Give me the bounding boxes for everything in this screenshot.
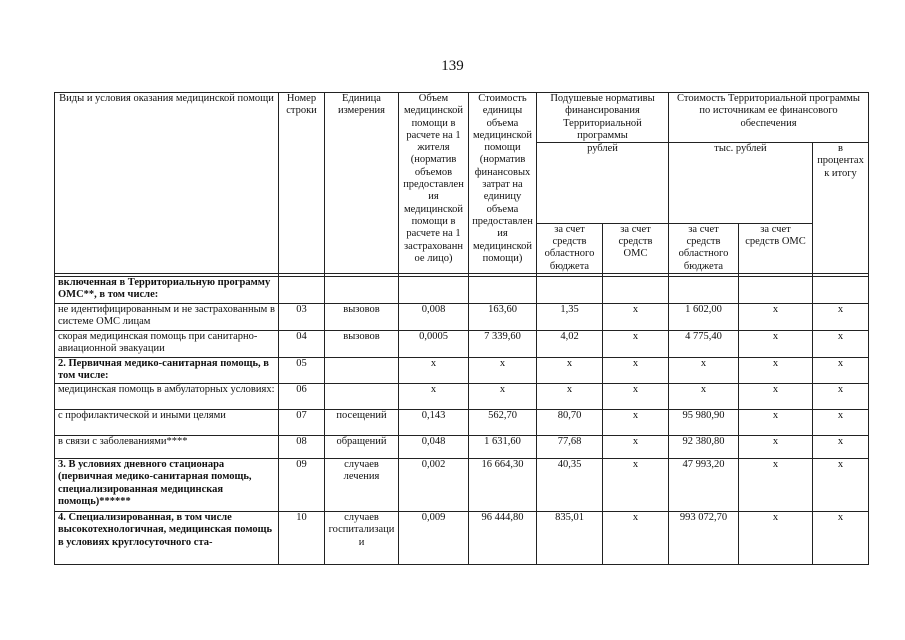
row-volume-cell: 0,002 [399,459,469,512]
row-unit-cell: случаев госпитализации [325,512,399,565]
row-volume-cell: х [399,358,469,384]
row-number-cell [279,277,325,304]
row-unit-cell: вызовов [325,304,399,331]
table-row [55,410,869,436]
row-total-oms-cell: х [739,331,813,358]
header-kind-cell: Виды и условия оказания медицинской помощи [55,93,279,274]
row-percent-cell: х [813,331,869,358]
row-percent-cell: х [813,459,869,512]
header-volume-cell: Объем медицинской помощи в расчете на 1 жителя (норматив объемов предоставления медицинской помощи в расчете на 1 застрахованное лицо) [399,93,469,274]
row-per-capita-regional-cell: 1,35 [537,304,603,331]
row-number-cell: 09 [279,459,325,512]
row-per-capita-oms-cell: х [603,304,669,331]
row-total-oms-cell: х [739,436,813,459]
row-total-regional-cell: х [669,384,739,410]
header-cost-regional: за счет средств областного бюджета [669,223,739,273]
header-per-capita-regional: за счет средств областного бюджета [537,223,603,273]
row-number-cell: 08 [279,436,325,459]
row-per-capita-oms-cell: х [603,436,669,459]
header-percent-cell: в процентах к итогу [813,143,869,274]
row-per-capita-oms-cell: х [603,410,669,436]
page-number: 139 [441,58,464,74]
row-total-regional-cell: 993 072,70 [669,512,739,565]
header-unit-cost-cell: Стоимость единицы объема медицинской помощи (норматив финансовых затрат на единицу объема предоставления медицинской помощи) [469,93,537,274]
header-row-number-cell: Номер строки [279,93,325,274]
table-row [55,436,869,459]
table-row [55,459,869,512]
header-per-capita-unit: рублей [537,143,669,224]
table-row [55,277,869,304]
row-percent-cell: х [813,436,869,459]
row-volume-cell [399,277,469,304]
row-percent-cell: х [813,358,869,384]
row-cost-cell: 1 631,60 [469,436,537,459]
row-name-cell: не идентифицированным и не застрахованным в системе ОМС лицам [55,304,279,331]
row-cost-cell: 16 664,30 [469,459,537,512]
row-unit-cell [325,358,399,384]
row-volume-cell: 0,048 [399,436,469,459]
row-unit-cell: обращений [325,436,399,459]
row-total-oms-cell: х [739,384,813,410]
row-unit-cell [325,384,399,410]
row-name-cell: медицинская помощь в амбулаторных условиях: [55,384,279,410]
row-cost-cell: х [469,358,537,384]
row-per-capita-regional-cell: 835,01 [537,512,603,565]
row-per-capita-regional-cell: х [537,384,603,410]
row-total-oms-cell: х [739,358,813,384]
row-name-cell: 3. В условиях дневного стационара (первичная медико-санитарная помощь, специализированная медицинская помощь)****** [55,459,279,512]
header-program-cost-unit: тыс. рублей [669,143,813,224]
row-per-capita-oms-cell: х [603,331,669,358]
table-row [55,512,869,565]
row-percent-cell: х [813,384,869,410]
header-per-capita-oms: за счет средств ОМС [603,223,669,273]
row-volume-cell: 0,009 [399,512,469,565]
row-total-oms-cell: х [739,459,813,512]
row-cost-cell: 163,60 [469,304,537,331]
header-unit-cell: Единица измерения [325,93,399,274]
row-total-oms-cell: х [739,304,813,331]
row-per-capita-oms-cell: х [603,459,669,512]
row-name-cell: 4. Специализированная, в том числе высокотехнологичная, медицинская помощь в условиях круглосуточного ста- [55,512,279,565]
row-per-capita-oms-cell: х [603,358,669,384]
row-cost-cell: 96 444,80 [469,512,537,565]
row-per-capita-regional-cell: х [537,358,603,384]
row-number-cell: 07 [279,410,325,436]
row-total-regional-cell [669,277,739,304]
table-row [55,331,869,358]
header-row-1 [55,93,869,143]
row-per-capita-oms-cell [603,277,669,304]
header-cost-oms: за счет средств ОМС [739,223,813,273]
row-cost-cell [469,277,537,304]
header-per-capita-group: Подушевые нормативы финансирования Территориальной программы [537,93,669,143]
header-program-cost-group: Стоимость Территориальной программы по источникам ее финансового обеспечения [669,93,869,143]
row-total-oms-cell: х [739,410,813,436]
table-row [55,304,869,331]
row-percent-cell: х [813,410,869,436]
row-percent-cell: х [813,304,869,331]
table-row [55,384,869,410]
row-total-oms-cell [739,277,813,304]
row-cost-cell: 7 339,60 [469,331,537,358]
row-per-capita-regional-cell [537,277,603,304]
row-unit-cell: случаев лечения [325,459,399,512]
row-name-cell: включенная в Территориальную программу ОМС**, в том числе: [55,277,279,304]
row-name-cell: с профилактической и иными целями [55,410,279,436]
row-per-capita-oms-cell: х [603,384,669,410]
row-volume-cell: 0,0005 [399,331,469,358]
row-total-regional-cell: 1 602,00 [669,304,739,331]
row-volume-cell: х [399,384,469,410]
row-total-regional-cell: 92 380,80 [669,436,739,459]
row-cost-cell: 562,70 [469,410,537,436]
row-total-regional-cell: 95 980,90 [669,410,739,436]
row-percent-cell [813,277,869,304]
row-per-capita-regional-cell: 77,68 [537,436,603,459]
row-number-cell: 06 [279,384,325,410]
row-total-regional-cell: 47 993,20 [669,459,739,512]
row-unit-cell: вызовов [325,331,399,358]
row-volume-cell: 0,143 [399,410,469,436]
row-number-cell: 04 [279,331,325,358]
row-per-capita-regional-cell: 40,35 [537,459,603,512]
table-row [55,358,869,384]
table-body [55,93,869,565]
row-cost-cell: х [469,384,537,410]
row-number-cell: 10 [279,512,325,565]
row-total-regional-cell: х [669,358,739,384]
row-unit-cell: посещений [325,410,399,436]
row-per-capita-regional-cell: 80,70 [537,410,603,436]
row-name-cell: скорая медицинская помощь при санитарно-авиационной эвакуации [55,331,279,358]
budget-table [54,92,869,565]
row-name-cell: в связи с заболеваниями**** [55,436,279,459]
row-per-capita-regional-cell: 4,02 [537,331,603,358]
row-number-cell: 03 [279,304,325,331]
row-per-capita-oms-cell: х [603,512,669,565]
row-volume-cell: 0,008 [399,304,469,331]
row-total-oms-cell: х [739,512,813,565]
row-number-cell: 05 [279,358,325,384]
row-total-regional-cell: 4 775,40 [669,331,739,358]
row-unit-cell [325,277,399,304]
row-percent-cell: х [813,512,869,565]
row-name-cell: 2. Первичная медико-санитарная помощь, в том числе: [55,358,279,384]
